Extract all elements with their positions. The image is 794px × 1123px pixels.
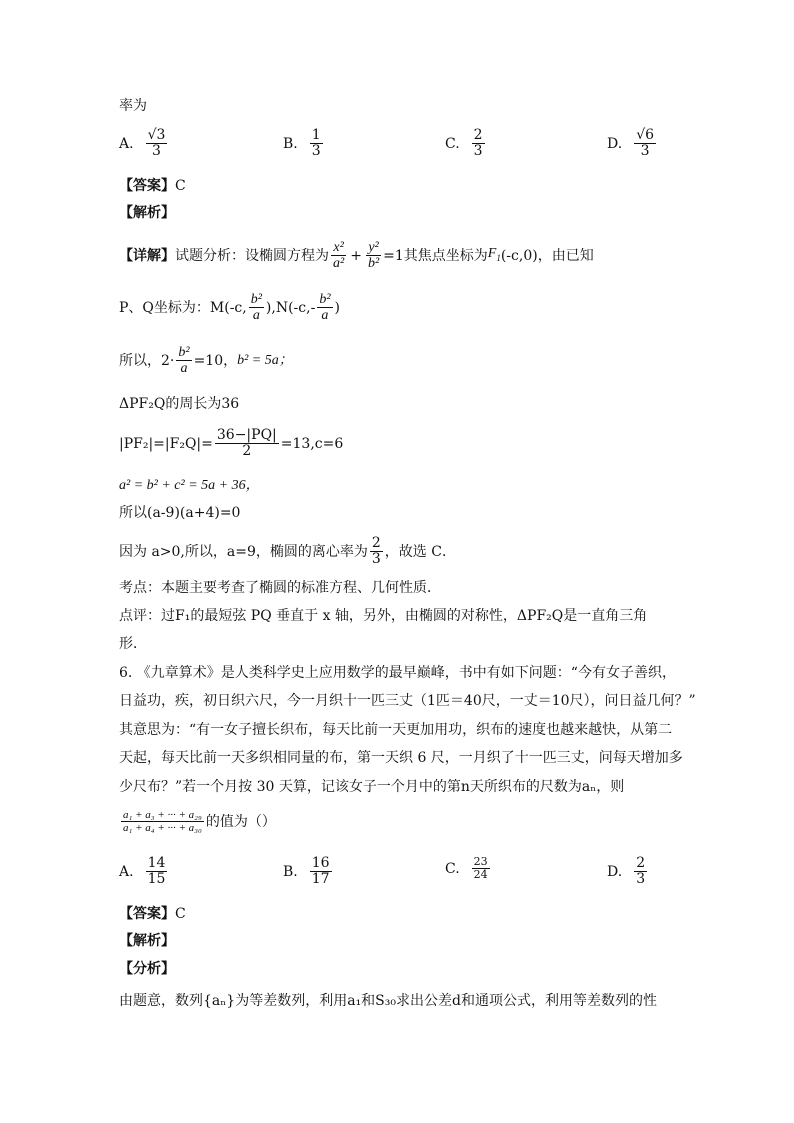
detail-text: 所以，2·: [119, 352, 175, 369]
prev-detail-line-4: ΔPF₂Q的周长为36: [119, 396, 240, 412]
option-numerator: √6: [636, 127, 655, 143]
option-numerator: 2: [636, 855, 646, 871]
option-numerator: 23: [473, 855, 488, 868]
option-denominator: 3: [473, 143, 483, 160]
option-denominator: 17: [311, 871, 330, 888]
detail-text: 因为 a>0,所以，a=9，椭圆的离心率为: [119, 543, 368, 560]
option-label: A.: [119, 135, 134, 152]
answer-value: C: [175, 178, 186, 194]
option-denominator: 3: [640, 143, 650, 160]
answer-value: C: [175, 906, 186, 922]
option-label: D.: [607, 863, 623, 880]
fraction-numerator: 36−|PQ|: [216, 427, 277, 443]
fraction-denominator: 2: [242, 443, 252, 460]
y2-over-b2: $\frac{\text{y²}}{\text{b²}}$: [367, 240, 380, 272]
option-label: B.: [283, 135, 298, 152]
option-label: B.: [283, 863, 298, 880]
prev-kaodian: 考点：本题主要考查了椭圆的标准方程、几何性质．: [119, 580, 441, 596]
q6-ratio-line: [119, 809, 276, 834]
prev-option-a: [119, 128, 169, 160]
option-numerator: 16: [311, 855, 330, 871]
detail-text: =13,c=6: [280, 435, 344, 452]
option-denominator: 3: [311, 143, 321, 160]
option-denominator: 3: [152, 143, 161, 160]
option-denominator: 24: [473, 868, 488, 882]
prev-option-d: [607, 128, 658, 160]
option-numerator: √3: [147, 127, 166, 143]
option-label: A.: [119, 863, 134, 880]
q6-stem-line-1: 6. 《九章算术》是人类科学史上应用数学的最早巅峰，书中有如下问题：“今有女子善织，: [119, 665, 676, 681]
detail-text: P、Q坐标为：M(-c,: [119, 299, 247, 316]
answer-tag: 【答案】: [119, 906, 175, 922]
option-numerator: 14: [147, 855, 166, 871]
q6-option-b: [283, 856, 334, 888]
option-label: D.: [607, 135, 623, 152]
q6-option-a: [119, 856, 169, 888]
prev-option-b: [283, 128, 325, 160]
option-label: C.: [445, 860, 460, 877]
q6-option-c: [445, 856, 492, 881]
option-numerator: 1: [311, 127, 321, 143]
detail-text: b² = 5a；: [237, 352, 293, 368]
option-denominator: 3: [636, 871, 646, 888]
detail-text: (-c,0)，由已知: [500, 247, 594, 264]
b2-over-a: $\frac{\text{b²}}{a}$: [250, 292, 262, 324]
q6-stem-line-3: 其意思为：“有一女子擅长织布，每天比前一天更加用功，织布的速度也越来越快，从第二: [119, 722, 673, 738]
q6-analysis-tag: 【解析】: [119, 933, 175, 949]
ratio-denominator: a₁ + a₄ + ··· + a₃₀: [123, 822, 202, 835]
q6-stem-line-4: 天起，每天比前一天多织相同量的布，第一天织 6 尺，一月织了十一匹三丈，问每天增加多: [119, 750, 683, 766]
q6-answer-line: [119, 904, 186, 924]
prev-detail-line-2: [119, 292, 340, 324]
x2-over-a2: $\frac{\text{x²}}{\text{a²}}$: [333, 240, 345, 272]
detail-text: =10，: [193, 352, 238, 369]
b2-over-a: $\frac{\text{b²}}{a}$: [178, 345, 190, 377]
focus-f1: $F_1$: [487, 245, 501, 263]
prev-detail-line-7: 所以(a-9)(a+4)=0: [119, 505, 241, 521]
detail-text: 试题分析：设椭圆方程为: [175, 247, 329, 264]
q6-stem-line-2: 日益功，疾，初日织六尺，今一月织十一匹三丈（1匹＝40尺，一丈＝10尺），问日益几何？”: [119, 693, 696, 709]
q6-fenxi-line-1: 由题意，数列{aₙ}为等差数列，利用a₁和S₃₀求出公差d和通项公式，利用等差数列的性: [119, 993, 657, 1009]
prev-option-c: [445, 128, 487, 160]
detail-text: ，故选 C．: [384, 543, 456, 560]
b2-over-a: $\frac{\text{b²}}{a}$: [319, 292, 331, 324]
prev-detail-line-1: 【详解】 试题分析：设椭圆方程为 $\frac{\text{x²}}{\text{a²}}$ + $\frac{\text{y²}}{\text{b²}}$ =1其焦点坐标为 $F_1$ (-c,0)，由已知: [119, 240, 594, 272]
prev-dianping-2: 形．: [119, 636, 147, 652]
answer-tag: 【答案】: [119, 178, 175, 194]
q6-fenxi-tag: 【分析】: [119, 961, 175, 977]
q6-stem-line-5: 少尺布？”若一个月按 30 天算，记该女子一个月中的第n天所织布的尺数为aₙ，则: [119, 779, 625, 795]
ratio-tail: 的值为（）: [205, 813, 276, 830]
prev-detail-line-8: 因为 a>0,所以，a=9，椭圆的离心率为 $\frac{2}{3}$ ，故选 C．: [119, 535, 456, 568]
option-denominator: 15: [147, 871, 166, 888]
prev-analysis-tag: 【解析】: [119, 205, 175, 221]
detail-text: ),N(-c,-: [265, 299, 316, 316]
prev-answer-line: [119, 176, 186, 196]
prev-detail-line-5: [119, 428, 343, 460]
prev-detail-line-3: [119, 345, 293, 377]
prev-question-stem-tail: 率为: [119, 98, 147, 114]
detail-text: ): [334, 299, 340, 316]
option-label: C.: [445, 135, 460, 152]
q6-option-d: [607, 856, 649, 888]
detail-text: =1其焦点坐标为: [383, 247, 488, 264]
detail-tag: 【详解】: [119, 247, 175, 264]
prev-detail-line-6: a² = b² + c² = 5a + 36，: [119, 478, 260, 493]
option-numerator: 2: [473, 127, 483, 143]
detail-text: |PF₂|=|F₂Q|=: [119, 435, 213, 452]
ratio-numerator: a₁ + a₃ + ··· + a₂₉: [123, 809, 202, 821]
prev-dianping-1: 点评：过F₁的最短弦 PQ 垂直于 x 轴，另外，由椭圆的对称性，ΔPF₂Q是一直角三角: [119, 608, 648, 624]
